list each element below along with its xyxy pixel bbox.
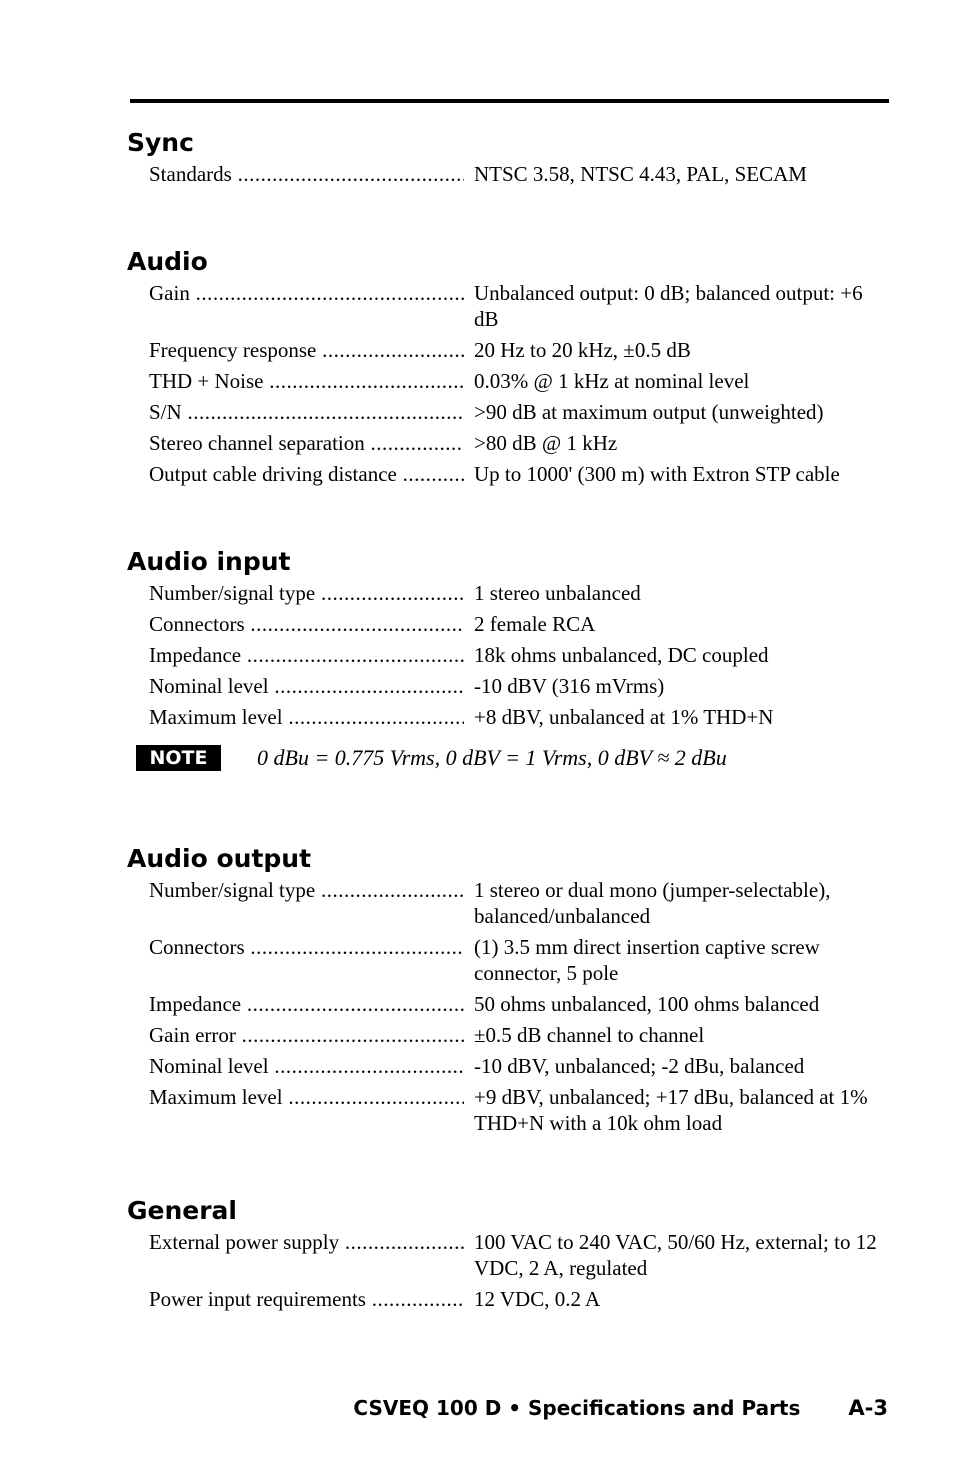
spec-value: 1 stereo unbalanced bbox=[474, 581, 641, 605]
spec-value: 12 VDC, 0.2 A bbox=[474, 1287, 601, 1311]
spec-row bbox=[127, 337, 897, 363]
spec-label: Maximum level ..... bbox=[149, 1084, 464, 1136]
spec-row bbox=[127, 642, 897, 668]
spec-label: Gain error ..... bbox=[149, 1022, 464, 1048]
spec-value: 50 ohms unbalanced, 100 ohms balanced bbox=[474, 992, 820, 1016]
spec-label: Connectors ..... bbox=[149, 934, 464, 986]
spec-value: 1 stereo or dual mono (jumper-selectable), balanced/unbalanced bbox=[474, 878, 831, 928]
spec-value: 100 VAC to 240 VAC, 50/60 Hz, external; to 12 VDC, 2 A, regulated bbox=[474, 1230, 877, 1280]
spec-row bbox=[127, 1053, 897, 1079]
spec-row bbox=[127, 991, 897, 1017]
spec-value: 18k ohms unbalanced, DC coupled bbox=[474, 643, 769, 667]
spec-label: Stereo channel separation ..... bbox=[149, 430, 464, 456]
spec-label: Standards ..... bbox=[149, 161, 464, 187]
spec-label: Output cable driving distance ..... bbox=[149, 461, 464, 487]
spec-label: Number/signal type ..... bbox=[149, 580, 464, 606]
spec-label: External power supply ..... bbox=[149, 1229, 464, 1281]
spec-row bbox=[127, 1286, 897, 1312]
spec-label: THD + Noise ..... bbox=[149, 368, 464, 394]
spec-value: ±0.5 dB channel to channel bbox=[474, 1023, 705, 1047]
note-callout bbox=[136, 745, 727, 771]
section-heading: Audio input bbox=[127, 547, 291, 576]
spec-row bbox=[127, 1229, 897, 1281]
spec-value: (1) 3.5 mm direct insertion captive screw connector, 5 pole bbox=[474, 935, 820, 985]
spec-row bbox=[127, 580, 897, 606]
note-badge: NOTE bbox=[136, 745, 221, 771]
spec-row bbox=[127, 704, 897, 730]
spec-value: +9 dBV, unbalanced; +17 dBu, balanced at 1% THD+N with a 10k ohm load bbox=[474, 1085, 868, 1135]
spec-row bbox=[127, 430, 897, 456]
spec-value: +8 dBV, unbalanced at 1% THD+N bbox=[474, 705, 774, 729]
section-heading: Sync bbox=[127, 128, 194, 157]
spec-label: S/N ..... bbox=[149, 399, 464, 425]
spec-value: NTSC 3.58, NTSC 4.43, PAL, SECAM bbox=[474, 162, 807, 186]
spec-row bbox=[127, 368, 897, 394]
spec-list bbox=[127, 580, 897, 730]
spec-row bbox=[127, 161, 897, 187]
section-audio bbox=[127, 247, 897, 492]
spec-value: Up to 1000' (300 m) with Extron STP cable bbox=[474, 462, 840, 486]
spec-value: Unbalanced output: 0 dB; balanced output: +6 dB bbox=[474, 281, 863, 331]
section-sync bbox=[127, 128, 897, 192]
spec-label: Impedance ..... bbox=[149, 991, 464, 1017]
spec-row bbox=[127, 611, 897, 637]
spec-label: Frequency response ..... bbox=[149, 337, 464, 363]
spec-label: Gain ..... bbox=[149, 280, 464, 332]
spec-row bbox=[127, 1022, 897, 1048]
section-audio-input bbox=[127, 547, 897, 735]
page-footer bbox=[353, 1396, 888, 1420]
spec-value: >80 dB @ 1 kHz bbox=[474, 431, 618, 455]
footer-title: CSVEQ 100 D • Specifications and Parts bbox=[353, 1396, 801, 1420]
spec-label: Nominal level ..... bbox=[149, 673, 464, 699]
spec-value: -10 dBV (316 mVrms) bbox=[474, 674, 665, 698]
spec-row bbox=[127, 673, 897, 699]
spec-row bbox=[127, 1084, 897, 1136]
spec-value: -10 dBV, unbalanced; -2 dBu, balanced bbox=[474, 1054, 805, 1078]
section-heading: Audio output bbox=[127, 844, 312, 873]
section-audio-output bbox=[127, 844, 897, 1141]
top-rule bbox=[130, 99, 889, 103]
spec-value: 0.03% @ 1 kHz at nominal level bbox=[474, 369, 750, 393]
spec-label: Nominal level ..... bbox=[149, 1053, 464, 1079]
spec-label: Power input requirements ..... bbox=[149, 1286, 464, 1312]
spec-list bbox=[127, 161, 897, 187]
spec-row bbox=[127, 280, 897, 332]
spec-list bbox=[127, 280, 897, 487]
spec-list bbox=[127, 877, 897, 1136]
section-heading: Audio bbox=[127, 247, 208, 276]
spec-value: 20 Hz to 20 kHz, ±0.5 dB bbox=[474, 338, 691, 362]
section-general bbox=[127, 1196, 897, 1317]
spec-row bbox=[127, 934, 897, 986]
page-number: A-3 bbox=[848, 1396, 888, 1420]
spec-label: Maximum level ..... bbox=[149, 704, 464, 730]
spec-list bbox=[127, 1229, 897, 1312]
spec-value: >90 dB at maximum output (unweighted) bbox=[474, 400, 824, 424]
spec-row bbox=[127, 399, 897, 425]
spec-label: Impedance ..... bbox=[149, 642, 464, 668]
spec-value: 2 female RCA bbox=[474, 612, 596, 636]
spec-label: Number/signal type ..... bbox=[149, 877, 464, 929]
spec-label: Connectors ..... bbox=[149, 611, 464, 637]
spec-row bbox=[127, 877, 897, 929]
note-text: 0 dBu = 0.775 Vrms, 0 dBV = 1 Vrms, 0 dBV ≈ 2 dBu bbox=[257, 745, 727, 770]
section-heading: General bbox=[127, 1196, 237, 1225]
spec-row bbox=[127, 461, 897, 487]
